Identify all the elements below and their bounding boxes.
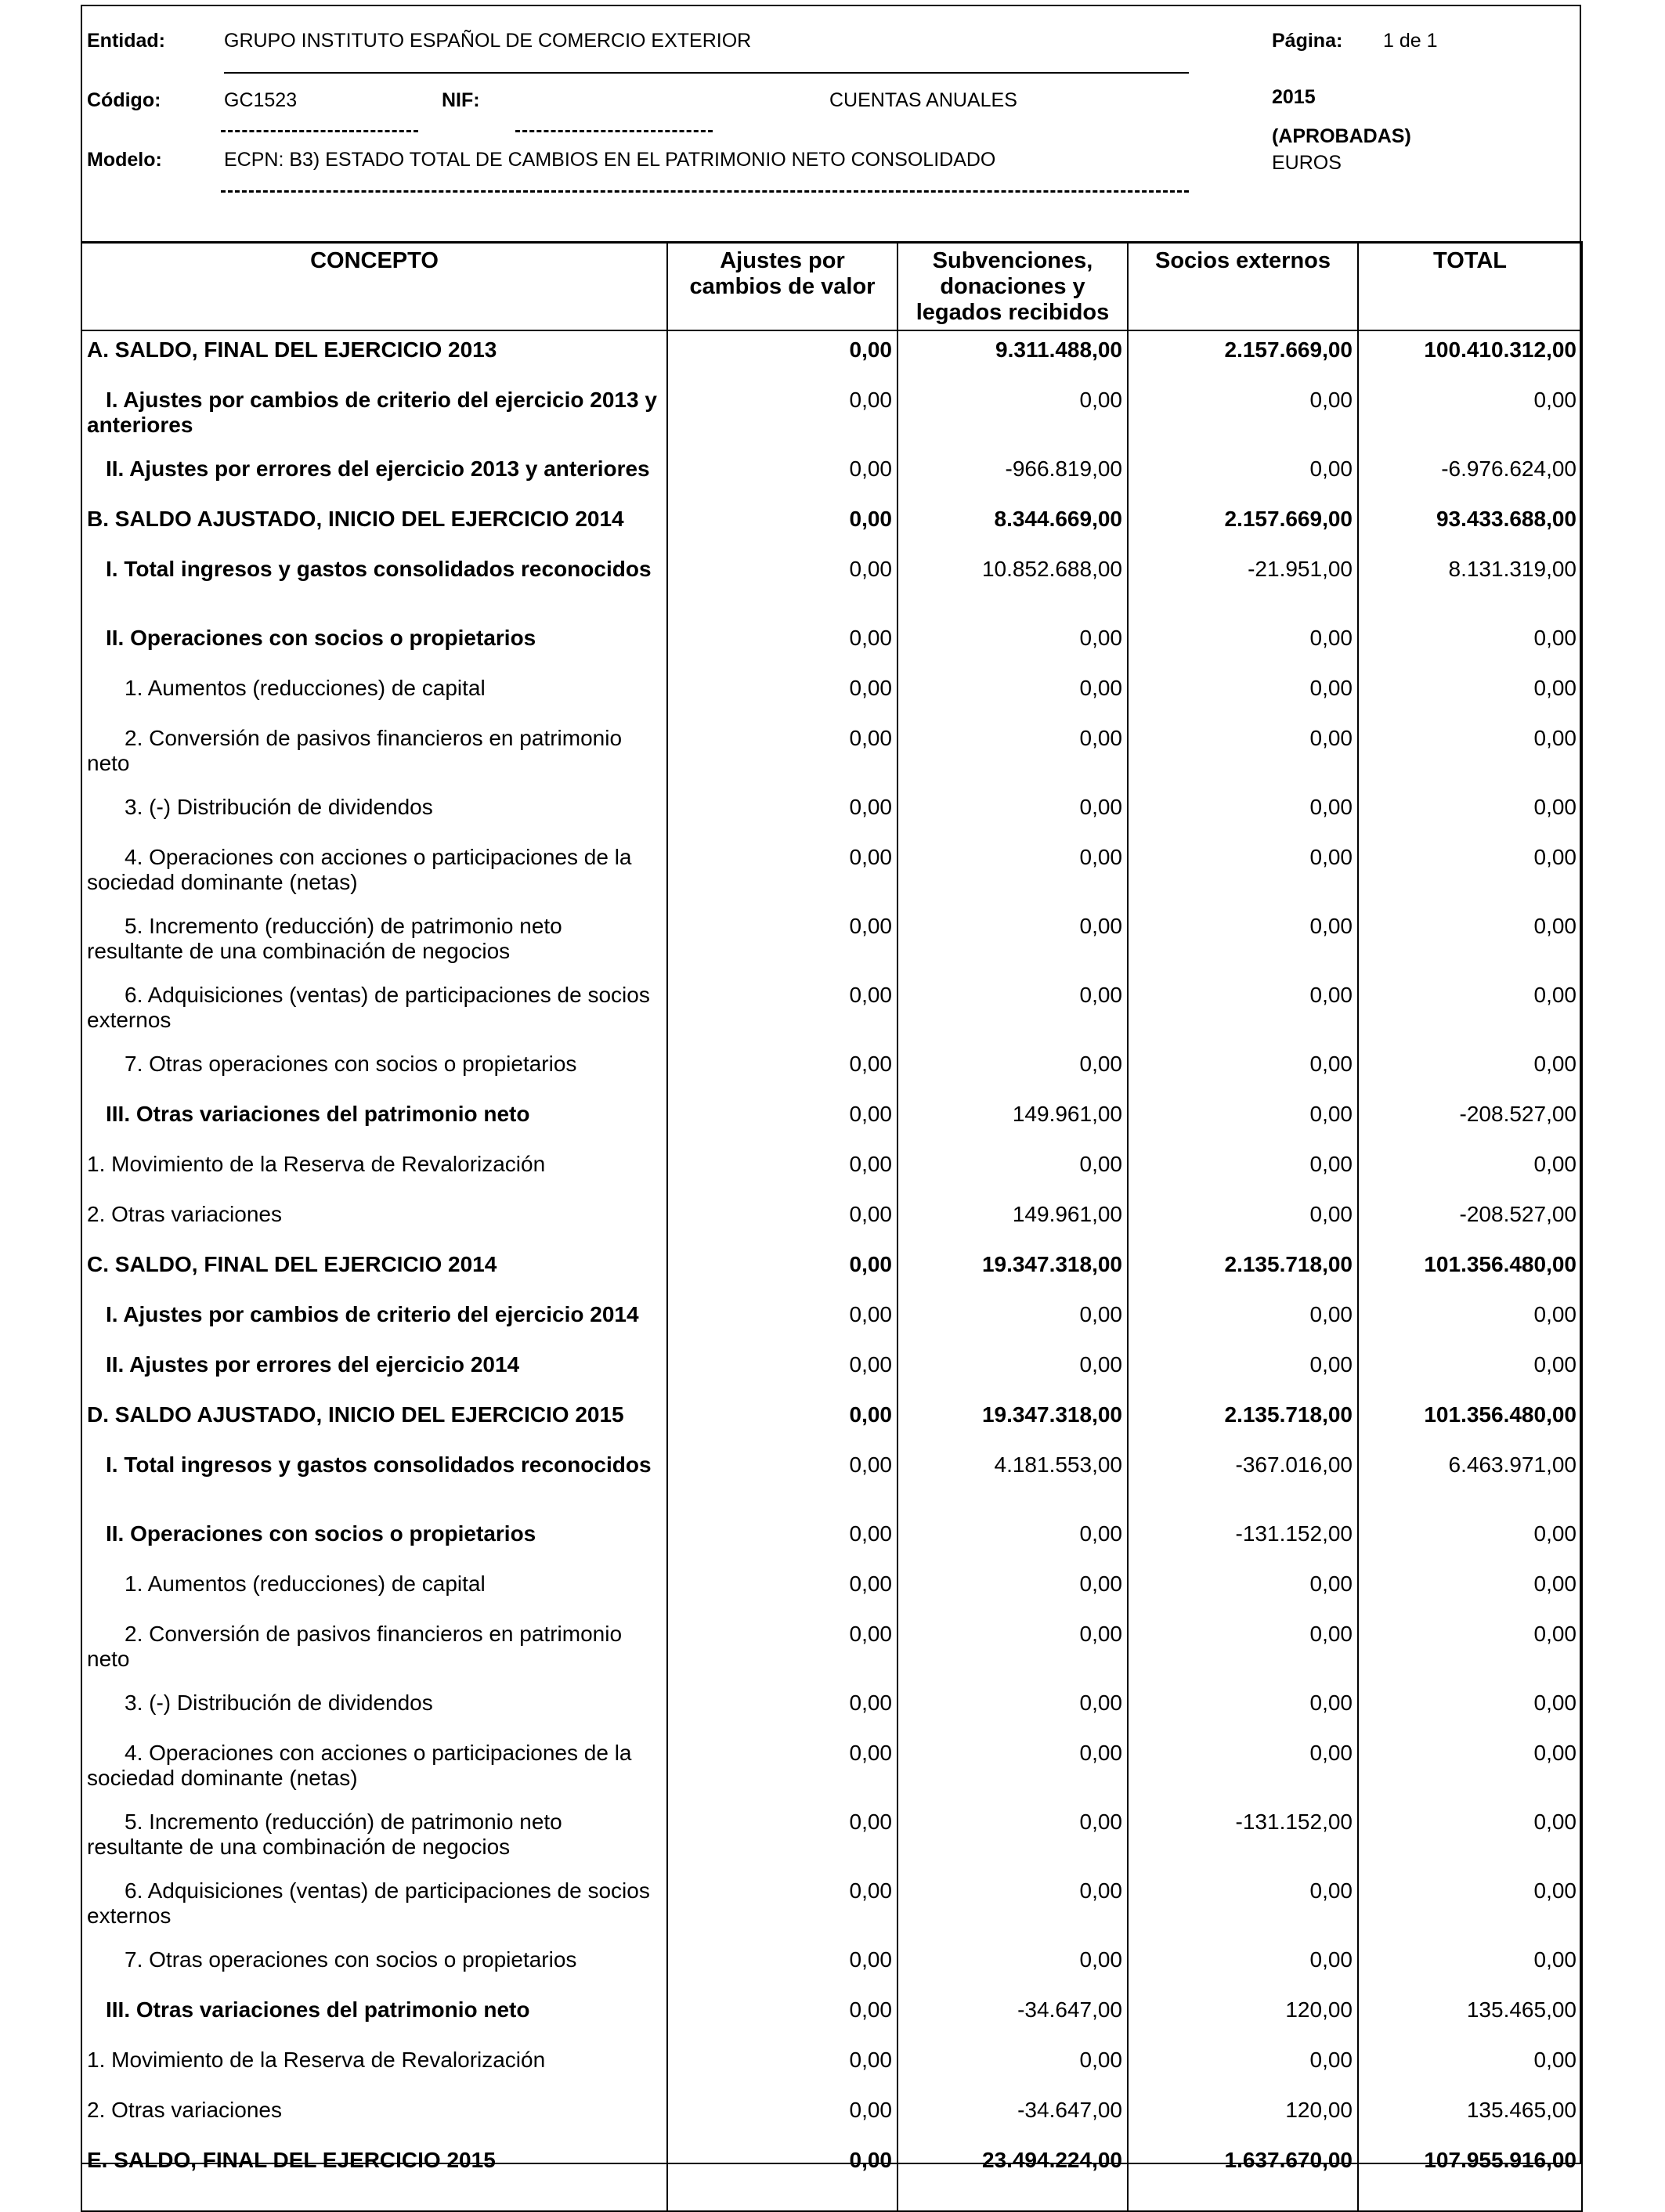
- row-ajustes: 0,00: [667, 330, 898, 381]
- row-subvenciones: 4.181.553,00: [898, 1446, 1128, 1515]
- table-row: [81, 1146, 1582, 1196]
- row-socios: -131.152,00: [1128, 1515, 1358, 1565]
- row-concepto: 7. Otras operaciones con socios o propietarios: [81, 1941, 667, 1991]
- row-socios: 0,00: [1128, 976, 1358, 1045]
- row-ajustes: 0,00: [667, 720, 898, 788]
- row-subvenciones: 0,00: [898, 1296, 1128, 1346]
- row-socios: 0,00: [1128, 1941, 1358, 1991]
- table-row: [81, 1246, 1582, 1296]
- row-subvenciones: -34.647,00: [898, 1991, 1128, 2041]
- table-row: [81, 330, 1582, 381]
- row-subvenciones: 0,00: [898, 720, 1128, 788]
- row-ajustes: 0,00: [667, 1615, 898, 1684]
- row-total: 0,00: [1358, 839, 1582, 908]
- table-row: [81, 1296, 1582, 1346]
- table-row: [81, 669, 1582, 720]
- row-concepto: 1. Aumentos (reducciones) de capital: [81, 669, 667, 720]
- row-subvenciones: 0,00: [898, 1803, 1128, 1872]
- table-row: [81, 720, 1582, 788]
- row-total: 0,00: [1358, 976, 1582, 1045]
- row-concepto: 1. Aumentos (reducciones) de capital: [81, 1565, 667, 1615]
- row-socios: 2.157.669,00: [1128, 330, 1358, 381]
- row-subvenciones: 8.344.669,00: [898, 500, 1128, 550]
- table-row: [81, 1734, 1582, 1803]
- row-concepto: II. Operaciones con socios o propietarios: [81, 1515, 667, 1565]
- col-concepto: CONCEPTO: [81, 243, 667, 331]
- row-concepto: I. Total ingresos y gastos consolidados reconocidos: [81, 1446, 667, 1515]
- row-concepto: 4. Operaciones con acciones o participaciones de la sociedad dominante (netas): [81, 1734, 667, 1803]
- row-socios: 0,00: [1128, 1872, 1358, 1941]
- row-concepto: 2. Otras variaciones: [81, 1196, 667, 1246]
- row-concepto: II. Ajustes por errores del ejercicio 2014: [81, 1346, 667, 1396]
- row-total: 0,00: [1358, 1615, 1582, 1684]
- row-concepto: 6. Adquisiciones (ventas) de participaciones de socios externos: [81, 1872, 667, 1941]
- row-socios: -131.152,00: [1128, 1803, 1358, 1872]
- row-subvenciones: 23.494.224,00: [898, 2142, 1128, 2211]
- table-row: [81, 1396, 1582, 1446]
- row-total: 0,00: [1358, 1146, 1582, 1196]
- row-concepto: C. SALDO, FINAL DEL EJERCICIO 2014: [81, 1246, 667, 1296]
- row-socios: 0,00: [1128, 450, 1358, 500]
- row-total: 0,00: [1358, 381, 1582, 450]
- row-subvenciones: 0,00: [898, 1615, 1128, 1684]
- row-total: 0,00: [1358, 1045, 1582, 1095]
- row-total: 0,00: [1358, 1565, 1582, 1615]
- row-concepto: 5. Incremento (reducción) de patrimonio neto resultante de una combinación de negocios: [81, 908, 667, 976]
- row-ajustes: 0,00: [667, 1346, 898, 1396]
- row-socios: 0,00: [1128, 839, 1358, 908]
- row-socios: -367.016,00: [1128, 1446, 1358, 1515]
- row-ajustes: 0,00: [667, 1095, 898, 1146]
- row-subvenciones: 10.852.688,00: [898, 550, 1128, 619]
- row-ajustes: 0,00: [667, 788, 898, 839]
- row-ajustes: 0,00: [667, 619, 898, 669]
- col-ajustes: Ajustes por cambios de valor: [667, 243, 898, 331]
- row-total: 101.356.480,00: [1358, 1246, 1582, 1296]
- table-row: [81, 1684, 1582, 1734]
- row-total: 135.465,00: [1358, 1991, 1582, 2041]
- row-subvenciones: 0,00: [898, 1146, 1128, 1196]
- row-ajustes: 0,00: [667, 1246, 898, 1296]
- row-total: 100.410.312,00: [1358, 330, 1582, 381]
- row-socios: 0,00: [1128, 1045, 1358, 1095]
- row-ajustes: 0,00: [667, 2142, 898, 2211]
- row-socios: 2.135.718,00: [1128, 1246, 1358, 1296]
- row-socios: 0,00: [1128, 1615, 1358, 1684]
- row-ajustes: 0,00: [667, 1941, 898, 1991]
- table-row: [81, 1045, 1582, 1095]
- table-row: [81, 976, 1582, 1045]
- row-socios: 0,00: [1128, 1146, 1358, 1196]
- row-ajustes: 0,00: [667, 1803, 898, 1872]
- row-concepto: E. SALDO, FINAL DEL EJERCICIO 2015: [81, 2142, 667, 2211]
- row-subvenciones: 0,00: [898, 381, 1128, 450]
- row-ajustes: 0,00: [667, 1446, 898, 1515]
- row-ajustes: 0,00: [667, 450, 898, 500]
- cuentas-label: CUENTAS ANUALES: [829, 89, 1017, 111]
- row-subvenciones: 0,00: [898, 1941, 1128, 1991]
- table-row: [81, 1991, 1582, 2041]
- table-row: [81, 2142, 1582, 2211]
- row-total: 0,00: [1358, 1872, 1582, 1941]
- row-subvenciones: 0,00: [898, 2041, 1128, 2091]
- pagina-value: 1 de 1: [1383, 30, 1438, 52]
- table-row: [81, 788, 1582, 839]
- modelo-underline: [221, 190, 1189, 193]
- row-socios: 0,00: [1128, 1565, 1358, 1615]
- row-total: 0,00: [1358, 1803, 1582, 1872]
- row-subvenciones: 0,00: [898, 908, 1128, 976]
- row-subvenciones: 0,00: [898, 619, 1128, 669]
- table-row: [81, 550, 1582, 619]
- row-subvenciones: 0,00: [898, 1565, 1128, 1615]
- row-ajustes: 0,00: [667, 976, 898, 1045]
- aprobadas-label: (APROBADAS): [1272, 125, 1411, 147]
- row-total: 93.433.688,00: [1358, 500, 1582, 550]
- row-concepto: I. Total ingresos y gastos consolidados reconocidos: [81, 550, 667, 619]
- row-subvenciones: 0,00: [898, 1734, 1128, 1803]
- row-subvenciones: 0,00: [898, 976, 1128, 1045]
- row-concepto: 2. Conversión de pasivos financieros en patrimonio neto: [81, 1615, 667, 1684]
- entidad-value: GRUPO INSTITUTO ESPAÑOL DE COMERCIO EXTERIOR: [224, 30, 752, 52]
- row-concepto: I. Ajustes por cambios de criterio del ejercicio 2013 y anteriores: [81, 381, 667, 450]
- row-total: 0,00: [1358, 1296, 1582, 1346]
- row-total: 0,00: [1358, 1734, 1582, 1803]
- row-ajustes: 0,00: [667, 1396, 898, 1446]
- row-socios: 120,00: [1128, 2091, 1358, 2142]
- row-socios: 0,00: [1128, 1734, 1358, 1803]
- table-row: [81, 381, 1582, 450]
- row-ajustes: 0,00: [667, 1684, 898, 1734]
- row-concepto: III. Otras variaciones del patrimonio neto: [81, 1991, 667, 2041]
- row-total: 0,00: [1358, 2041, 1582, 2091]
- row-socios: -21.951,00: [1128, 550, 1358, 619]
- row-total: 101.356.480,00: [1358, 1396, 1582, 1446]
- row-concepto: 1. Movimiento de la Reserva de Revalorización: [81, 2041, 667, 2091]
- row-subvenciones: 149.961,00: [898, 1095, 1128, 1146]
- row-ajustes: 0,00: [667, 2091, 898, 2142]
- col-total: TOTAL: [1358, 243, 1582, 331]
- row-socios: 0,00: [1128, 788, 1358, 839]
- row-ajustes: 0,00: [667, 1296, 898, 1346]
- row-total: 6.463.971,00: [1358, 1446, 1582, 1515]
- row-socios: 1.637.670,00: [1128, 2142, 1358, 2211]
- table-row: [81, 1446, 1582, 1515]
- row-socios: 0,00: [1128, 1296, 1358, 1346]
- row-total: -208.527,00: [1358, 1196, 1582, 1246]
- table-row: [81, 1803, 1582, 1872]
- row-socios: 0,00: [1128, 1346, 1358, 1396]
- row-total: 0,00: [1358, 669, 1582, 720]
- row-concepto: 2. Conversión de pasivos financieros en patrimonio neto: [81, 720, 667, 788]
- modelo-value: ECPN: B3) ESTADO TOTAL DE CAMBIOS EN EL PATRIMONIO NETO CONSOLIDADO: [224, 149, 996, 171]
- row-ajustes: 0,00: [667, 381, 898, 450]
- row-subvenciones: 0,00: [898, 788, 1128, 839]
- row-socios: 0,00: [1128, 908, 1358, 976]
- col-subvenciones: Subvenciones, donaciones y legados recibidos: [898, 243, 1128, 331]
- col-socios: Socios externos: [1128, 243, 1358, 331]
- row-ajustes: 0,00: [667, 1146, 898, 1196]
- row-concepto: 3. (-) Distribución de dividendos: [81, 788, 667, 839]
- pagina-label: Página:: [1272, 30, 1343, 52]
- row-total: 0,00: [1358, 1941, 1582, 1991]
- table-row: [81, 1095, 1582, 1146]
- row-socios: 120,00: [1128, 1991, 1358, 2041]
- row-socios: 2.157.669,00: [1128, 500, 1358, 550]
- row-socios: 0,00: [1128, 1684, 1358, 1734]
- row-socios: 2.135.718,00: [1128, 1396, 1358, 1446]
- nif-underline: [515, 130, 713, 132]
- table-row: [81, 1941, 1582, 1991]
- row-ajustes: 0,00: [667, 1045, 898, 1095]
- year-value: 2015: [1272, 86, 1316, 108]
- row-concepto: III. Otras variaciones del patrimonio neto: [81, 1095, 667, 1146]
- row-subvenciones: -966.819,00: [898, 450, 1128, 500]
- row-socios: 0,00: [1128, 381, 1358, 450]
- entidad-label: Entidad:: [87, 30, 165, 52]
- table-row: [81, 2091, 1582, 2142]
- row-ajustes: 0,00: [667, 1515, 898, 1565]
- row-socios: 0,00: [1128, 669, 1358, 720]
- row-ajustes: 0,00: [667, 500, 898, 550]
- row-total: 0,00: [1358, 1515, 1582, 1565]
- row-total: 0,00: [1358, 1684, 1582, 1734]
- table-row: [81, 619, 1582, 669]
- row-ajustes: 0,00: [667, 1991, 898, 2041]
- table-row: [81, 908, 1582, 976]
- row-concepto: 5. Incremento (reducción) de patrimonio neto resultante de una combinación de negocios: [81, 1803, 667, 1872]
- nif-label: NIF:: [442, 89, 480, 111]
- row-concepto: B. SALDO AJUSTADO, INICIO DEL EJERCICIO 2014: [81, 500, 667, 550]
- codigo-label: Código:: [87, 89, 161, 111]
- row-subvenciones: 149.961,00: [898, 1196, 1128, 1246]
- row-total: -6.976.624,00: [1358, 450, 1582, 500]
- row-ajustes: 0,00: [667, 839, 898, 908]
- row-concepto: 7. Otras operaciones con socios o propietarios: [81, 1045, 667, 1095]
- row-concepto: 4. Operaciones con acciones o participaciones de la sociedad dominante (netas): [81, 839, 667, 908]
- row-concepto: II. Operaciones con socios o propietarios: [81, 619, 667, 669]
- row-concepto: 6. Adquisiciones (ventas) de participaciones de socios externos: [81, 976, 667, 1045]
- row-subvenciones: 0,00: [898, 1045, 1128, 1095]
- row-subvenciones: 0,00: [898, 669, 1128, 720]
- modelo-label: Modelo:: [87, 149, 162, 171]
- table-row: [81, 1515, 1582, 1565]
- row-ajustes: 0,00: [667, 1565, 898, 1615]
- row-socios: 0,00: [1128, 1196, 1358, 1246]
- row-ajustes: 0,00: [667, 550, 898, 619]
- table-row: [81, 500, 1582, 550]
- row-total: 0,00: [1358, 788, 1582, 839]
- row-subvenciones: 19.347.318,00: [898, 1396, 1128, 1446]
- row-subvenciones: -34.647,00: [898, 2091, 1128, 2142]
- row-concepto: D. SALDO AJUSTADO, INICIO DEL EJERCICIO 2015: [81, 1396, 667, 1446]
- row-subvenciones: 9.311.488,00: [898, 330, 1128, 381]
- codigo-underline: [221, 130, 418, 132]
- row-total: 8.131.319,00: [1358, 550, 1582, 619]
- row-total: 0,00: [1358, 908, 1582, 976]
- row-total: -208.527,00: [1358, 1095, 1582, 1146]
- table-header-row: [81, 243, 1582, 331]
- row-subvenciones: 0,00: [898, 1515, 1128, 1565]
- table-row: [81, 450, 1582, 500]
- row-concepto: II. Ajustes por errores del ejercicio 2013 y anteriores: [81, 450, 667, 500]
- row-subvenciones: 0,00: [898, 839, 1128, 908]
- codigo-value: GC1523: [224, 89, 298, 111]
- table-row: [81, 1872, 1582, 1941]
- table-row: [81, 1565, 1582, 1615]
- row-socios: 0,00: [1128, 619, 1358, 669]
- row-ajustes: 0,00: [667, 1734, 898, 1803]
- row-total: 107.955.916,00: [1358, 2142, 1582, 2211]
- patrimonio-table: [81, 241, 1583, 2212]
- row-concepto: 2. Otras variaciones: [81, 2091, 667, 2142]
- table-row: [81, 1615, 1582, 1684]
- row-subvenciones: 0,00: [898, 1346, 1128, 1396]
- table-row: [81, 1346, 1582, 1396]
- row-total: 0,00: [1358, 619, 1582, 669]
- moneda-label: EUROS: [1272, 152, 1342, 174]
- row-socios: 0,00: [1128, 1095, 1358, 1146]
- row-concepto: I. Ajustes por cambios de criterio del ejercicio 2014: [81, 1296, 667, 1346]
- row-subvenciones: 19.347.318,00: [898, 1246, 1128, 1296]
- row-subvenciones: 0,00: [898, 1872, 1128, 1941]
- row-ajustes: 0,00: [667, 1196, 898, 1246]
- row-ajustes: 0,00: [667, 1872, 898, 1941]
- table-row: [81, 1196, 1582, 1246]
- row-concepto: 3. (-) Distribución de dividendos: [81, 1684, 667, 1734]
- row-concepto: A. SALDO, FINAL DEL EJERCICIO 2013: [81, 330, 667, 381]
- entidad-underline: [224, 72, 1189, 74]
- row-total: 135.465,00: [1358, 2091, 1582, 2142]
- table-row: [81, 2041, 1582, 2091]
- row-ajustes: 0,00: [667, 2041, 898, 2091]
- row-ajustes: 0,00: [667, 669, 898, 720]
- table-row: [81, 839, 1582, 908]
- row-total: 0,00: [1358, 720, 1582, 788]
- row-subvenciones: 0,00: [898, 1684, 1128, 1734]
- row-socios: 0,00: [1128, 720, 1358, 788]
- row-total: 0,00: [1358, 1346, 1582, 1396]
- row-concepto: 1. Movimiento de la Reserva de Revalorización: [81, 1146, 667, 1196]
- row-socios: 0,00: [1128, 2041, 1358, 2091]
- row-ajustes: 0,00: [667, 908, 898, 976]
